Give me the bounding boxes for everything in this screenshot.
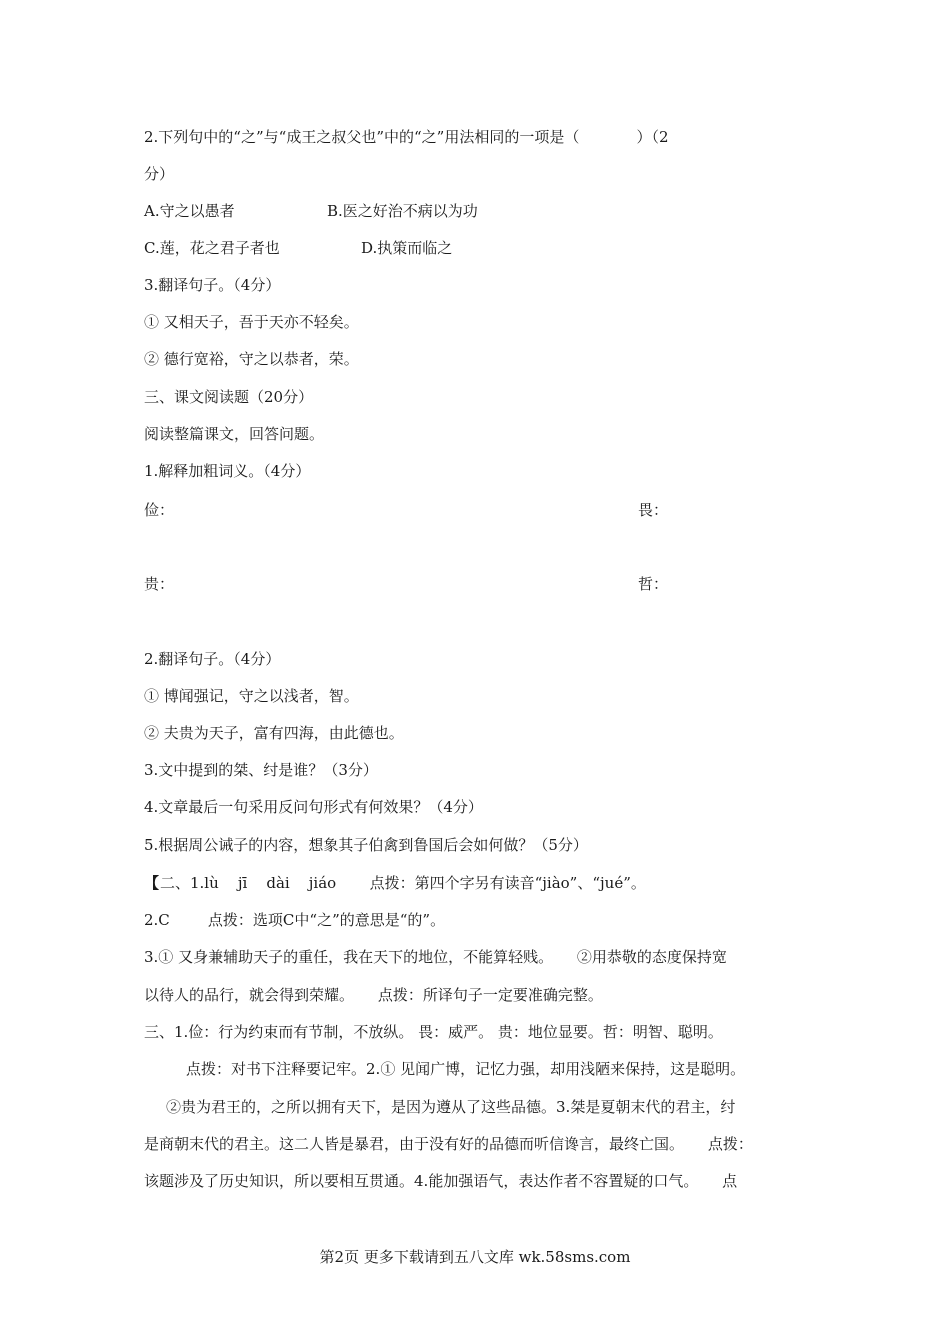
option-a: A.守之以愚者 [144, 202, 235, 220]
question-3: 3.翻译句子。（4分） [144, 276, 281, 294]
answer-section-2-q3-line-2: 以待人的品行，就会得到荣耀。 点拨：所译句子一定要准确完整。 [144, 986, 603, 1004]
answer-section-3-line-1: 三、1.俭：行为约束而有节制，不放纵。 畏：威严。 贵：地位显要。哲：明智、聪明。 [144, 1023, 723, 1041]
word-blank-jian: 俭： [144, 501, 175, 519]
question-2-line-1: 2.下列句中的“之”与“成王之叔父也”中的“之”用法相同的一项是（ ）（2 [144, 128, 669, 146]
option-d: D.执策而临之 [361, 239, 453, 257]
question-3-sentence-2: ② 德行宽裕，守之以恭者，荣。 [144, 350, 359, 368]
section-3-instruction: 阅读整篇课文，回答问题。 [144, 425, 325, 443]
option-b: B.医之好治不病以为功 [327, 202, 478, 220]
section-3-question-4: 4.文章最后一句采用反问句形式有何效果？（4分） [144, 798, 483, 816]
section-3-heading: 三、课文阅读题（20分） [144, 388, 314, 406]
word-blank-zhe: 哲： [638, 575, 669, 593]
answer-section-3-line-2: 点拨：对书下注释要记牢。2.① 见闻广博，记忆力强，却用浅陋来保持，这是聪明。 [186, 1060, 746, 1078]
answer-section-3-line-5: 该题涉及了历史知识，所以要相互贯通。4.能加强语气，表达作者不容置疑的口气。 点 [144, 1172, 738, 1190]
section-3-question-2: 2.翻译句子。（4分） [144, 650, 281, 668]
section-3-question-5: 5.根据周公诫子的内容，想象其子伯禽到鲁国后会如何做？（5分） [144, 836, 588, 854]
question-3-sentence-1: ① 又相天子，吾于天亦不轻矣。 [144, 313, 359, 331]
answer-section-3-line-3: ②贵为君王的，之所以拥有天下，是因为遵从了这些品德。3.桀是夏朝末代的君主，纣 [166, 1098, 736, 1116]
answer-section-2-q1: 二、1.lù jī dài jiáo 点拨：第四个字另有读音“jiào”、“jué”。 [160, 874, 646, 892]
option-c: C.莲，花之君子者也 [144, 239, 280, 257]
answer-section-2-q3-line-1: 3.① 又身兼辅助天子的重任，我在天下的地位，不能算轻贱。 ②用恭敬的态度保持宽 [144, 948, 727, 966]
answer-bracket: 【 [144, 874, 160, 892]
page-footer: 第2页 更多下载请到五八文库 wk.58sms.com [319, 1248, 631, 1266]
word-blank-gui: 贵： [144, 575, 175, 593]
section-3-question-3: 3.文中提到的桀、纣是谁？（3分） [144, 761, 378, 779]
answer-section-3-line-4: 是商朝末代的君主。这二人皆是暴君，由于没有好的品德而听信谗言，最终亡国。 点拨： [144, 1135, 753, 1153]
answer-section-2-q2: 2.C 点拨：选项C中“之”的意思是“的”。 [144, 911, 446, 929]
section-3-question-1: 1.解释加粗词义。（4分） [144, 462, 311, 480]
section-3-q2-sentence-2: ② 夫贵为天子，富有四海，由此德也。 [144, 724, 404, 742]
section-3-q2-sentence-1: ① 博闻强记，守之以浅者，智。 [144, 687, 359, 705]
question-2-line-2: 分） [144, 165, 175, 183]
word-blank-wei: 畏： [638, 501, 669, 519]
